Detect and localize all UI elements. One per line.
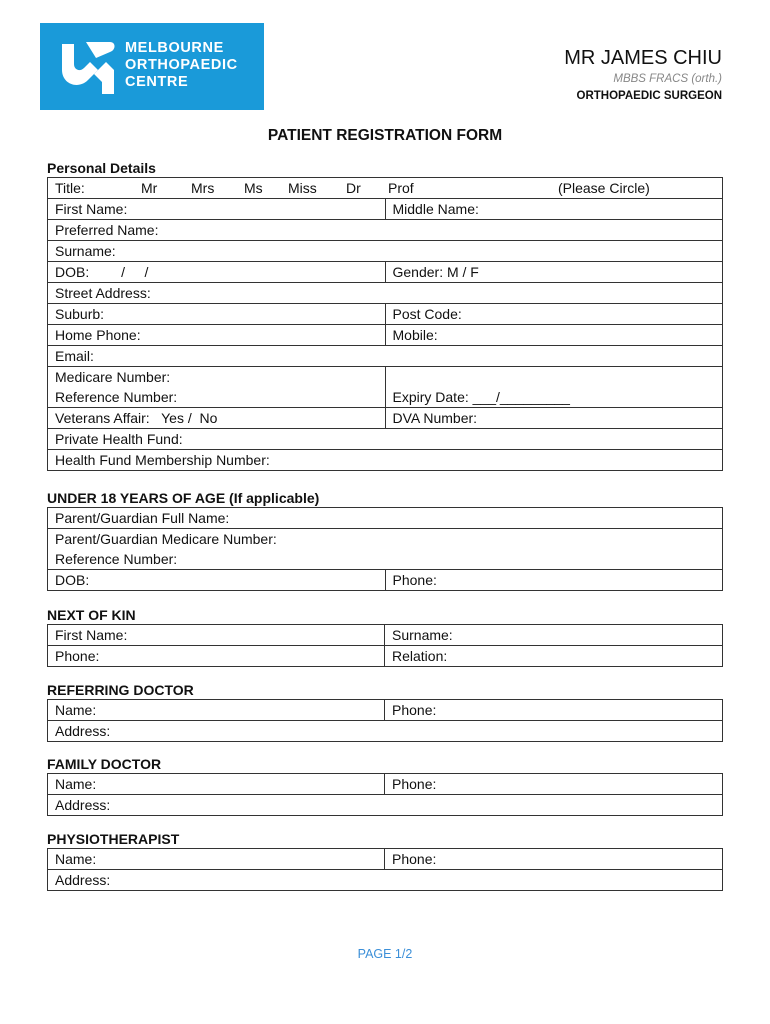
- referring-phone-field[interactable]: Phone:: [385, 700, 723, 721]
- logo-line3: CENTRE: [125, 74, 189, 90]
- suburb-field[interactable]: Suburb:: [48, 304, 386, 325]
- kin-first-name-field[interactable]: First Name:: [48, 625, 385, 646]
- logo-line1: MELBOURNE: [125, 40, 224, 56]
- referring-name-field[interactable]: Name:: [48, 700, 385, 721]
- medicare-field[interactable]: [48, 367, 386, 408]
- title-option-miss[interactable]: Miss: [288, 180, 317, 196]
- dob-field[interactable]: [48, 262, 386, 283]
- physio-address-field[interactable]: Address:: [48, 870, 723, 891]
- preferred-name-field[interactable]: Preferred Name:: [48, 220, 723, 241]
- post-code-field[interactable]: Post Code:: [385, 304, 723, 325]
- next-of-kin-title: NEXT OF KIN: [47, 607, 136, 623]
- melbourne-orthopaedic-logo: [40, 23, 264, 110]
- logo-line2: ORTHOPAEDIC: [125, 57, 238, 73]
- kin-relation-field[interactable]: Relation:: [385, 646, 723, 667]
- title-option-dr[interactable]: Dr: [346, 180, 361, 196]
- title-option-mr[interactable]: Mr: [141, 180, 158, 196]
- mobile-field[interactable]: Mobile:: [385, 325, 723, 346]
- under18-phone-field[interactable]: Phone:: [385, 570, 723, 591]
- title-option-mrs[interactable]: Mrs: [191, 180, 215, 196]
- under-18-section: [47, 489, 723, 591]
- referring-address-field[interactable]: Address:: [48, 721, 723, 742]
- family-doctor-section: [47, 755, 723, 816]
- physiotherapist-section: [47, 830, 723, 891]
- family-name-field[interactable]: Name:: [48, 774, 385, 795]
- first-name-field[interactable]: First Name:: [48, 199, 386, 220]
- kin-surname-field[interactable]: Surname:: [385, 625, 723, 646]
- under18-dob-field[interactable]: DOB:: [48, 570, 386, 591]
- under-18-title: UNDER 18 YEARS OF AGE (If applicable): [47, 490, 320, 506]
- guardian-name-field[interactable]: Parent/Guardian Full Name:: [48, 508, 723, 529]
- referring-doctor-section: [47, 681, 723, 742]
- guardian-medicare-field[interactable]: [48, 529, 723, 570]
- physio-name-field[interactable]: Name:: [48, 849, 385, 870]
- personal-details-table: [47, 177, 723, 471]
- private-health-fund-field[interactable]: Private Health Fund:: [48, 429, 723, 450]
- next-of-kin-table: [47, 624, 723, 667]
- expiry-date-label: Expiry Date: ___/_________: [392, 389, 570, 405]
- reference-number-label: Reference Number:: [55, 389, 178, 405]
- doctor-role: ORTHOPAEDIC SURGEON: [576, 90, 722, 102]
- family-doctor-title: FAMILY DOCTOR: [47, 756, 162, 772]
- family-doctor-table: [47, 773, 723, 816]
- referring-doctor-table: [47, 699, 723, 742]
- personal-details-title: Personal Details: [47, 160, 156, 176]
- surname-field[interactable]: Surname:: [48, 241, 723, 262]
- title-field[interactable]: [48, 178, 723, 199]
- referring-doctor-title: REFERRING DOCTOR: [47, 682, 194, 698]
- doctor-name: MR JAMES CHIU: [564, 47, 722, 69]
- physiotherapist-table: [47, 848, 723, 891]
- dva-number-field[interactable]: DVA Number:: [385, 408, 723, 429]
- street-address-field[interactable]: Street Address:: [48, 283, 723, 304]
- veterans-affair-field[interactable]: Veterans Affair: Yes / No: [48, 408, 386, 429]
- gender-field[interactable]: Gender: M / F: [385, 262, 723, 283]
- home-phone-field[interactable]: Home Phone:: [48, 325, 386, 346]
- family-address-field[interactable]: Address:: [48, 795, 723, 816]
- guardian-medicare-label: Parent/Guardian Medicare Number:: [55, 531, 277, 547]
- title-label: Title:: [55, 180, 85, 196]
- family-phone-field[interactable]: Phone:: [385, 774, 723, 795]
- expiry-date-field[interactable]: [385, 367, 723, 408]
- health-fund-membership-field[interactable]: Health Fund Membership Number:: [48, 450, 723, 471]
- dob-label: DOB:: [55, 264, 90, 280]
- dob-separators: / /: [121, 264, 149, 280]
- under-18-table: [47, 507, 723, 591]
- logo-mark-icon: [60, 40, 116, 96]
- middle-name-field[interactable]: Middle Name:: [385, 199, 723, 220]
- personal-details-section: [47, 159, 723, 471]
- physiotherapist-title: PHYSIOTHERAPIST: [47, 831, 180, 847]
- doctor-qualifications: MBBS FRACS (orth.): [613, 73, 722, 85]
- title-option-ms[interactable]: Ms: [244, 180, 263, 196]
- logo-text: [125, 40, 238, 91]
- kin-phone-field[interactable]: Phone:: [48, 646, 385, 667]
- title-option-prof[interactable]: Prof: [388, 180, 414, 196]
- medicare-number-label: Medicare Number:: [55, 369, 171, 385]
- guardian-reference-label: Reference Number:: [55, 551, 178, 567]
- physio-phone-field[interactable]: Phone:: [385, 849, 723, 870]
- next-of-kin-section: [47, 606, 723, 667]
- email-field[interactable]: Email:: [48, 346, 723, 367]
- please-circle-note: (Please Circle): [558, 180, 650, 196]
- page-number: PAGE 1/2: [357, 947, 413, 961]
- form-title: PATIENT REGISTRATION FORM: [267, 127, 503, 144]
